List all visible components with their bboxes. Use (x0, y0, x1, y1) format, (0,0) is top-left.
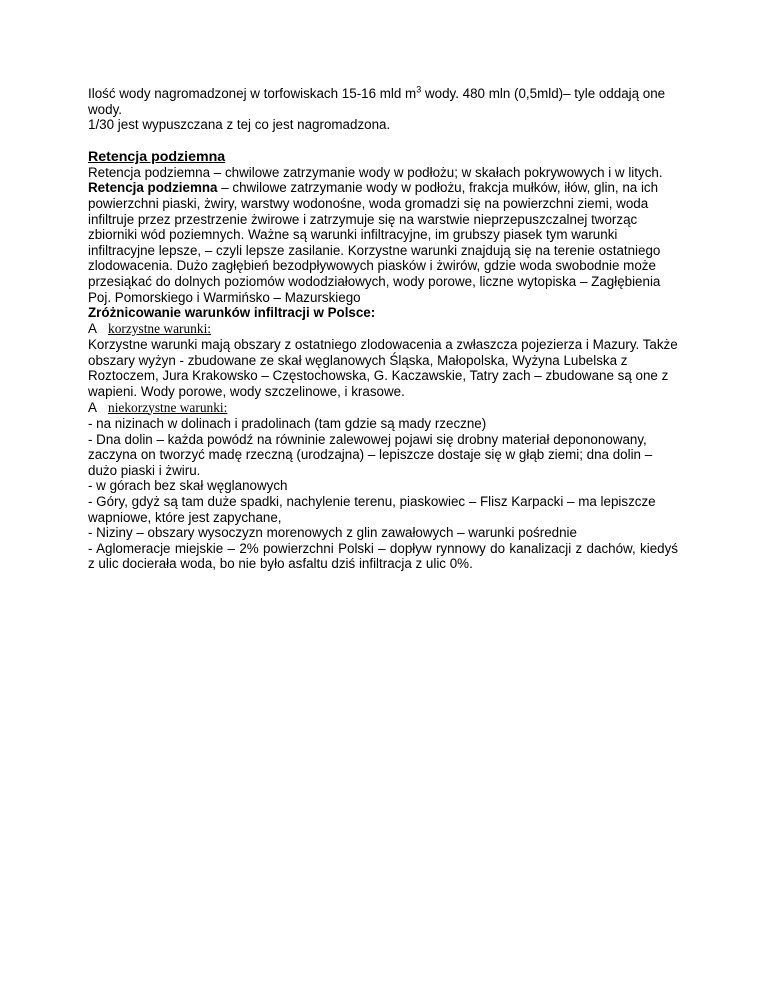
favorable-letter: A (88, 320, 97, 336)
unfavorable-item: - Góry, gdyż są tam duże spadki, nachylenie terenu, piaskowiec – Flisz Karpacki – ma lepiszcze wapniowe, które jest zapychane, (88, 494, 656, 525)
long-definition-text: – chwilowe zatrzymanie wody w podłożu, frakcja mułków, iłów, glin, na ich powierzchni piaski, żwiry, warstwy wodonośne, woda gromadzi się na powierzchni ziemi, woda infiltruje przez przestrzenie żwirowe i zatrzymuje się na warstwie nieprzepuszczalnej tworząc zbiorniki wód poziemnych. Ważne są warunki infiltracyjne, im grubszy piasek tym warunki infiltracyjne lepsze, – czyli lepsze zasilanie. Korzystne warunki znajdują się na terenie ostatniego zlodowacenia. Dużo zagłębień bezodpływowych piasków i żwirów, gdzie woda swobodnie może przesiąkać do dolnych poziomów wododziałowych, wody porowe, liczne wytopiska – Zagłębienia Poj. Pomorskiego i Warmińsko – Mazurskiego (88, 180, 661, 305)
infiltration-title: Zróżnicowanie warunków infiltracji w Polsce: (88, 305, 376, 321)
unfavorable-item: - Aglomeracje miejskie – 2% powierzchni Polski – dopływ rynnowy do kanalizacji z dachów, kiedyś z ulic docierała woda, bo nie było asfaltu dziś infiltracja z ulic 0%. (88, 540, 678, 572)
peat-water-text-a: Ilość wody nagromadzonej w torfowiskach 15-16 mld m (88, 86, 417, 101)
peat-water-paragraph (88, 86, 678, 117)
unfavorable-item: - w górach bez skał węglanowych (88, 478, 288, 494)
favorable-label: korzystne warunki: (108, 320, 212, 336)
document-body (88, 86, 678, 572)
unfavorable-label: niekorzystne warunki: (108, 399, 228, 415)
unfavorable-letter: A (88, 399, 97, 415)
unfavorable-item: - na nizinach w dolinach i pradolinach (tam gdzie są mady rzeczne) (88, 416, 487, 432)
favorable-subheading (88, 321, 678, 338)
superscript-3: 3 (416, 84, 422, 95)
long-definition-term: Retencja podziemna (88, 180, 218, 196)
favorable-text: Korzystne warunki mają obszary z ostatniego zlodowacenia a zwłaszcza pojezierza i Mazury. Także obszary wyżyn - zbudowane ze skał węglanowych Śląska, Małopolska, Wyżyna Lubelska z Roztoczem, Jura Krakowsko – Częstochowska, G. Kaczawskie, Tatry zach – zbudowane są one z wapieni. Wody porowe, wody szczelinowe, i krasowe. (88, 337, 678, 399)
release-fraction-line: 1/30 jest wypuszczana z tej co jest nagromadzona. (88, 117, 391, 133)
long-definition (88, 180, 678, 305)
spacer (88, 133, 678, 149)
unfavorable-item: - Niziny – obszary wysoczyzn morenowych z glin zawałowych – warunki pośrednie (88, 525, 577, 541)
section-heading: Retencja podziemna (88, 148, 226, 165)
unfavorable-item: - Dna dolin – każda powódź na równinie zalewowej pojawi się drobny materiał depononowany, zaczyna on tworzyć madę rzeczną (urodzajna) – lepiszcze dostaje się w głąb ziemi; dna dolin – dużo piaski i żwiru. (88, 431, 653, 478)
peat-water-text-b: wody. 480 mln (0,5mld)– tyle oddają one wody. (88, 86, 666, 117)
unfavorable-subheading (88, 400, 678, 417)
short-definition: Retencja podziemna – chwilowe zatrzymanie wody w podłożu; w skałach pokrywowych i w litych. (88, 164, 663, 180)
